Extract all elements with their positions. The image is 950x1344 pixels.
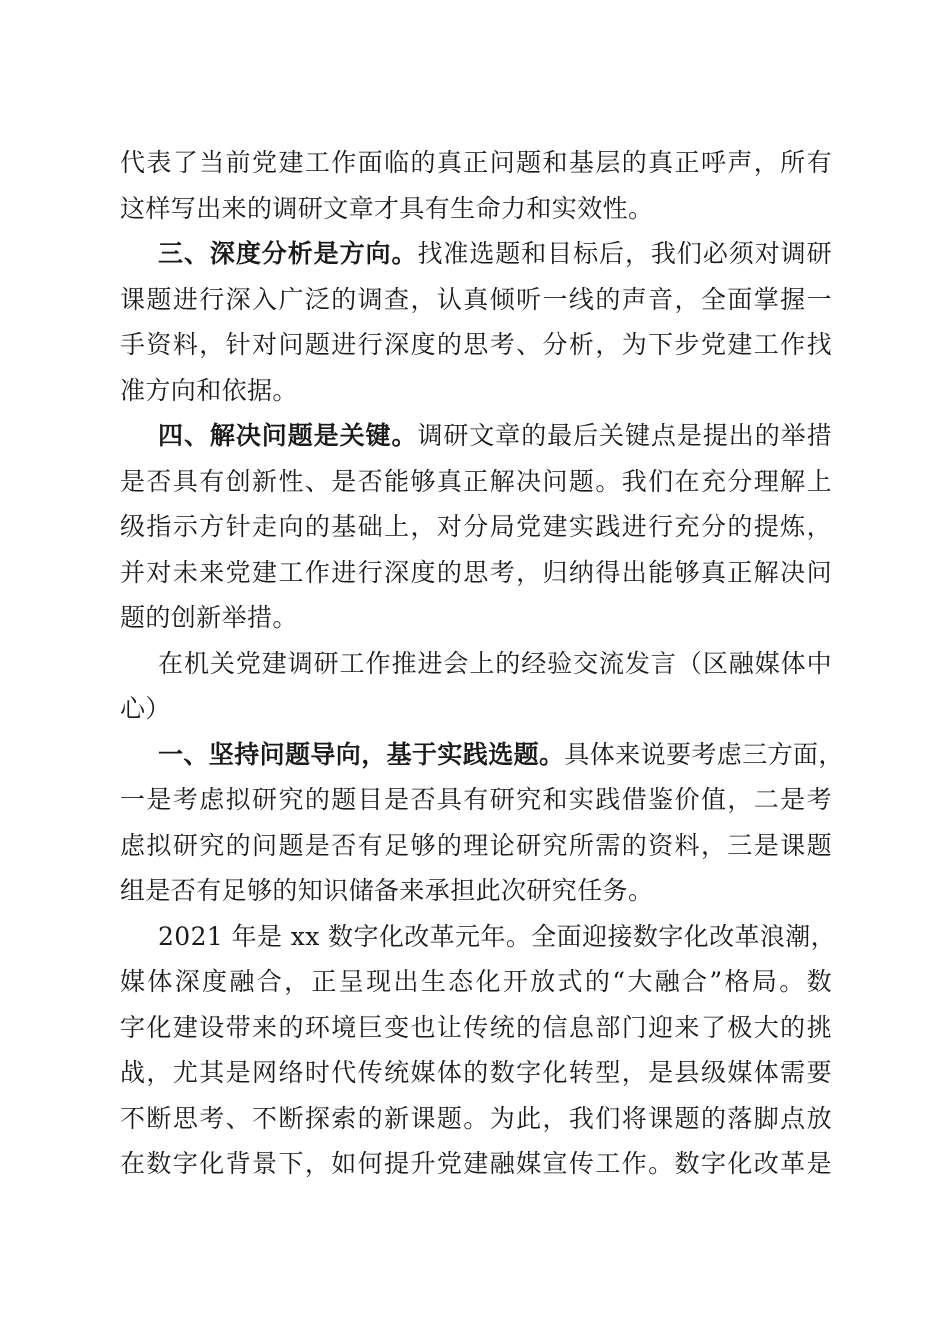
text-line: 级指示方针走向的基础上，对分局党建实践进行充分的提炼，: [120, 512, 832, 541]
text-line: 并对未来党建工作进行深度的思考，归纳得出能够真正解决问: [120, 557, 832, 587]
text-line: 不断思考、不断探索的新课题。为此，我们将课题的落脚点放: [120, 1103, 832, 1133]
text-line: 手资料，针对问题进行深度的思考、分析，为下步党建工作找: [120, 330, 832, 359]
text-line: 课题进行深入广泛的调查，认真倾听一线的声音，全面掌握一: [120, 284, 832, 314]
paragraph: [120, 413, 832, 641]
text-line: 媒体深度融合，正呈现出生态化开放式的“大融合”格局。数: [120, 967, 832, 996]
text-line: 四、解决问题是关键。调研文章的最后关键点是提出的举措: [158, 421, 832, 450]
text-line: 虑拟研究的问题是否有足够的理论研究所需的资料，三是课题: [120, 830, 832, 860]
text-line: 代表了当前党建工作面临的真正问题和基层的真正呼声，所有: [120, 148, 832, 177]
text-line: 三、深度分析是方向。找准选题和目标后，我们必须对调研: [158, 239, 832, 268]
paragraph: [120, 231, 832, 413]
paragraph: [120, 641, 832, 732]
text-line: 是否具有创新性、是否能够真正解决问题。我们在充分理解上: [120, 466, 832, 496]
text-line: 战，尤其是网络时代传统媒体的数字化转型，是县级媒体需要: [120, 1058, 832, 1087]
text-line: 在数字化背景下，如何提升党建融媒宣传工作。数字化改革是: [120, 1149, 832, 1178]
text-line: 组是否有足够的知识储备来承担此次研究任务。: [120, 876, 654, 905]
text-line: 题的创新举措。: [120, 603, 298, 632]
speech-title: 在机关党建调研工作推进会上的经验交流发言（区融媒体中: [158, 648, 832, 678]
text-line: 2021 年是 xx 数字化改革元年。全面迎接数字化改革浪潮，: [158, 921, 837, 951]
text-line: 一是考虑拟研究的题目是否具有研究和实践借鉴价值，二是考: [120, 785, 832, 814]
section-heading: 四、解决问题是关键。: [158, 421, 418, 450]
section-heading: 一、坚持问题导向，基于实践选题。: [158, 739, 565, 769]
text-line: 这样写出来的调研文章才具有生命力和实效性。: [120, 193, 654, 223]
section-heading: 三、深度分析是方向。: [158, 239, 418, 268]
text-line: [120, 641, 832, 687]
text-line: 一、坚持问题导向，基于实践选题。具体来说要考虑三方面，: [158, 739, 844, 769]
paragraph: [120, 732, 844, 914]
paragraph: [120, 914, 837, 1187]
document-page: [120, 140, 844, 1187]
paragraph: [120, 140, 832, 231]
text-line: 字化建设带来的环境巨变也让传统的信息部门迎来了极大的挑: [120, 1012, 832, 1042]
text-line: 心）: [120, 694, 171, 723]
text-line: 准方向和依据。: [120, 375, 298, 405]
